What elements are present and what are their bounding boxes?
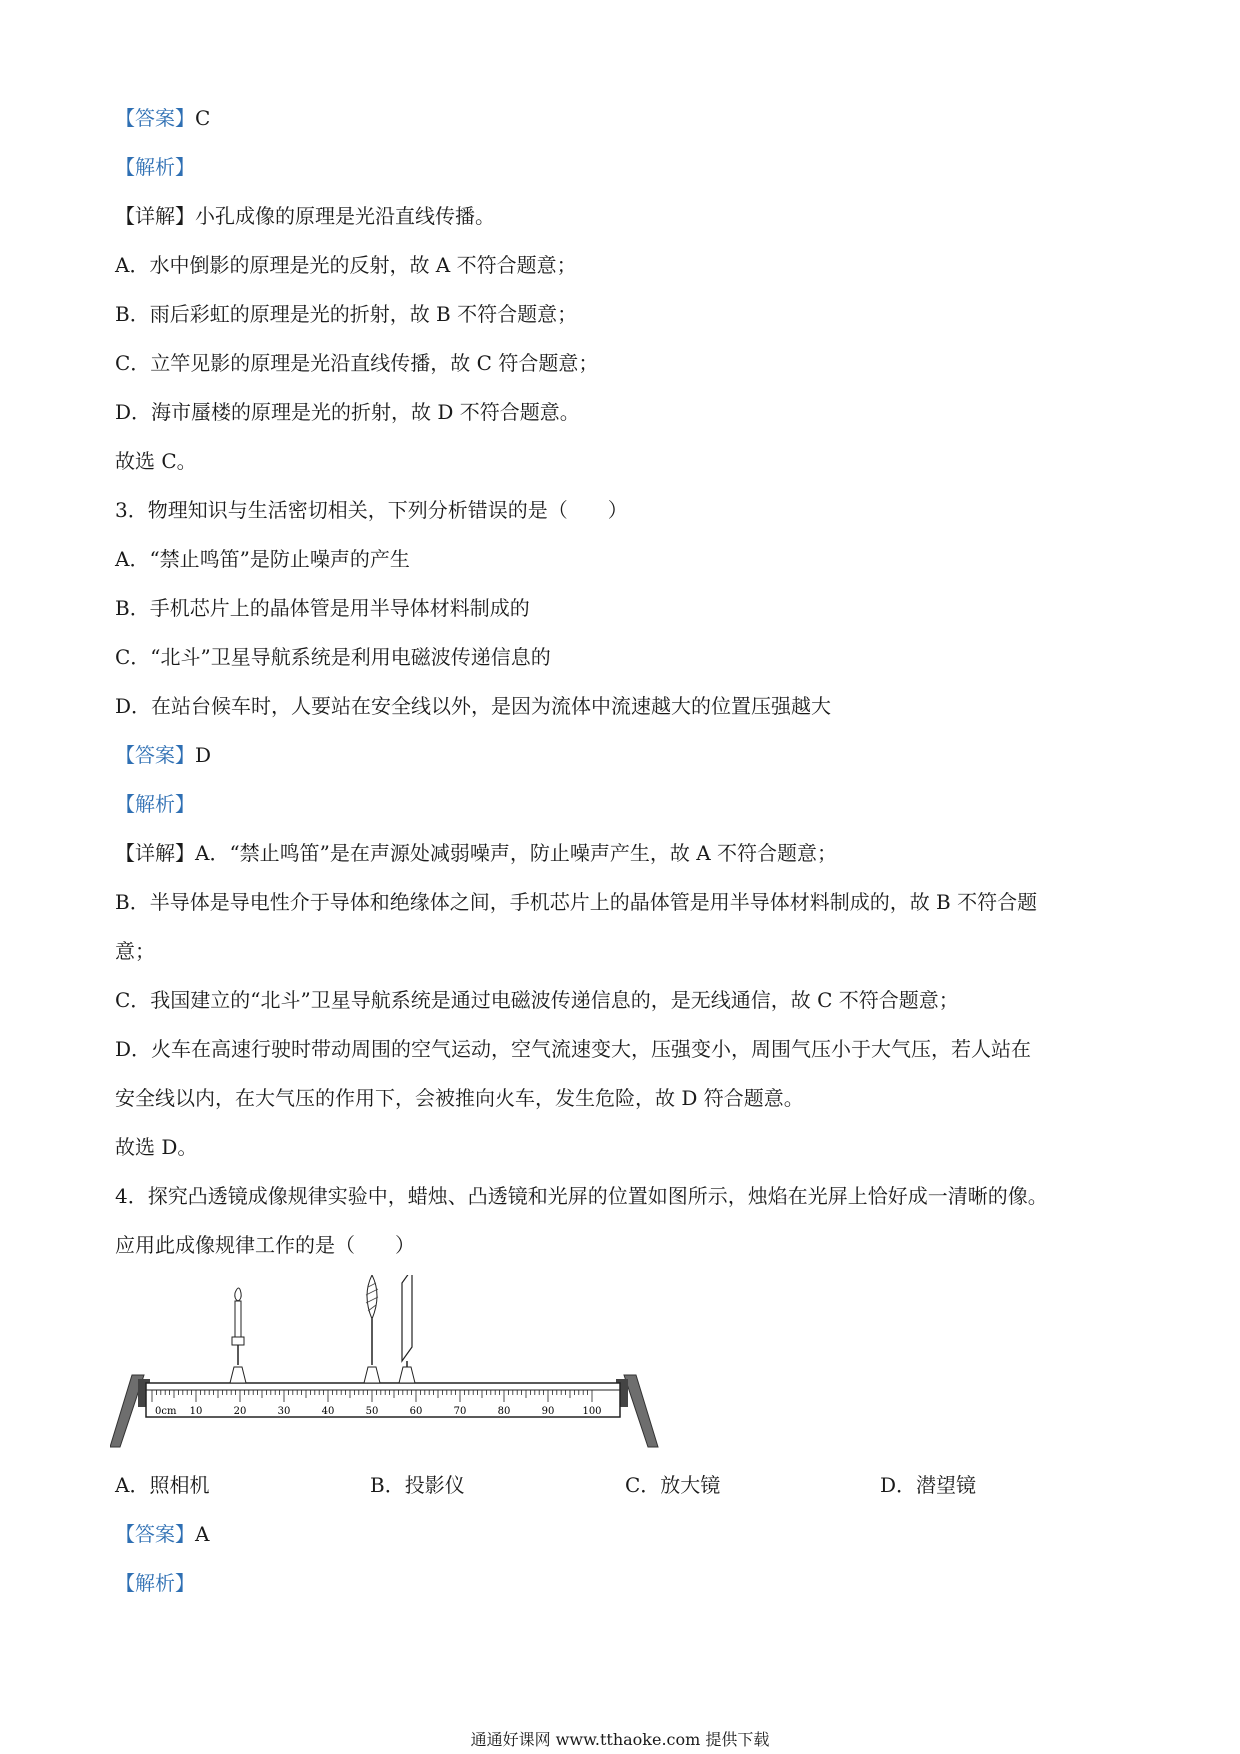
q4-question-line1: 4．探究凸透镜成像规律实验中，蜡烛、凸透镜和光屏的位置如图所示，烛焰在光屏上恰好成一清晰的像。 bbox=[115, 1184, 1048, 1208]
detail-intro: 小孔成像的原理是光沿直线传播。 bbox=[195, 204, 495, 228]
analysis-tag: 【解析】 bbox=[115, 155, 195, 179]
candle bbox=[230, 1288, 246, 1383]
candle-flame bbox=[235, 1288, 241, 1301]
lens-holder bbox=[364, 1367, 380, 1383]
q3-option-b: B．手机芯片上的晶体管是用半导体材料制成的 bbox=[115, 596, 530, 620]
q2-analysis bbox=[115, 153, 1135, 181]
q3-option-c: C．“北斗”卫星导航系统是利用电磁波传递信息的 bbox=[115, 645, 551, 669]
q4-option-b: B．投影仪 bbox=[370, 1473, 465, 1497]
answer-value: C bbox=[195, 106, 211, 130]
answer-value: D bbox=[195, 743, 212, 767]
answer-tag: 【答案】 bbox=[115, 106, 195, 130]
scale-label-20: 20 bbox=[233, 1406, 247, 1417]
q4-analysis bbox=[115, 1569, 1135, 1597]
q4-option-c: C．放大镜 bbox=[625, 1473, 721, 1497]
q2-answer bbox=[115, 104, 1135, 132]
answer-tag: 【答案】 bbox=[115, 743, 195, 767]
detail-tag: 【详解】 bbox=[115, 841, 195, 865]
q4-answer bbox=[115, 1520, 1135, 1548]
analysis-tag: 【解析】 bbox=[115, 1571, 195, 1595]
lens-body bbox=[367, 1275, 377, 1319]
q4-option-d: D．潜望镜 bbox=[880, 1473, 977, 1497]
q3-option-a: A．“禁止鸣笛”是防止噪声的产生 bbox=[115, 547, 410, 571]
scale-label-0: 0cm bbox=[155, 1406, 177, 1417]
detail-first: A．“禁止鸣笛”是在声源处减弱噪声，防止噪声产生，故 A 不符合题意； bbox=[195, 841, 838, 865]
light-screen bbox=[399, 1275, 415, 1383]
optical-bench-figure bbox=[110, 1275, 660, 1455]
q2-line-b: B．雨后彩虹的原理是光的折射，故 B 不符合题意； bbox=[115, 302, 578, 326]
scale-label-80: 80 bbox=[497, 1406, 511, 1417]
q3-detail bbox=[115, 839, 1135, 867]
q2-line-a: A．水中倒影的原理是光的反射，故 A 不符合题意； bbox=[115, 253, 577, 277]
scale-label-70: 70 bbox=[453, 1406, 467, 1417]
q4-question-line2: 应用此成像规律工作的是（ ） bbox=[115, 1233, 415, 1257]
scale-label-90: 90 bbox=[541, 1406, 555, 1417]
q3-question: 3．物理知识与生活密切相关，下列分析错误的是（ ） bbox=[115, 498, 628, 522]
scale-label-10: 10 bbox=[189, 1406, 203, 1417]
screen-holder bbox=[399, 1367, 415, 1383]
q2-detail bbox=[115, 202, 1135, 230]
q3-line-b-cont: 意； bbox=[115, 939, 155, 963]
q3-line-c: C．我国建立的“北斗”卫星导航系统是通过电磁波传递信息的，是无线通信，故 C 不符合题意； bbox=[115, 988, 959, 1012]
analysis-tag: 【解析】 bbox=[115, 792, 195, 816]
q2-conclusion: 故选 C。 bbox=[115, 449, 197, 473]
scale-label-50: 50 bbox=[365, 1406, 379, 1417]
q3-conclusion: 故选 D。 bbox=[115, 1135, 198, 1159]
right-leg bbox=[624, 1375, 658, 1447]
convex-lens bbox=[364, 1275, 380, 1383]
scale-label-60: 60 bbox=[409, 1406, 423, 1417]
candle-holder bbox=[230, 1367, 246, 1383]
q3-option-d: D．在站台候车时，人要站在安全线以外，是因为流体中流速越大的位置压强越大 bbox=[115, 694, 832, 718]
scale-label-40: 40 bbox=[321, 1406, 335, 1417]
detail-tag: 【详解】 bbox=[115, 204, 195, 228]
q3-line-d: D．火车在高速行驶时带动周围的空气运动，空气流速变大，压强变小，周围气压小于大气压，若人站在 bbox=[115, 1037, 1032, 1061]
q3-analysis bbox=[115, 790, 1135, 818]
q3-answer bbox=[115, 741, 1135, 769]
answer-tag: 【答案】 bbox=[115, 1522, 195, 1546]
answer-value: A bbox=[195, 1522, 210, 1546]
page-footer: 通通好课网 www.tthaoke.com 提供下载 bbox=[470, 1730, 770, 1749]
q3-line-b: B．半导体是导电性介于导体和绝缘体之间，手机芯片上的晶体管是用半导体材料制成的，故 B 不符合题 bbox=[115, 890, 1038, 914]
q4-options bbox=[0, 1471, 1240, 1499]
q2-line-d: D．海市蜃楼的原理是光的折射，故 D 不符合题意。 bbox=[115, 400, 580, 424]
candle-body bbox=[235, 1301, 241, 1337]
q4-option-a: A．照相机 bbox=[115, 1473, 210, 1497]
q2-line-c: C．立竿见影的原理是光沿直线传播，故 C 符合题意； bbox=[115, 351, 599, 375]
scale-label-100: 100 bbox=[582, 1406, 602, 1417]
scale-label-30: 30 bbox=[277, 1406, 291, 1417]
screen-panel bbox=[402, 1275, 412, 1361]
q3-line-d-cont: 安全线以内，在大气压的作用下，会被推向火车，发生危险，故 D 符合题意。 bbox=[115, 1086, 804, 1110]
